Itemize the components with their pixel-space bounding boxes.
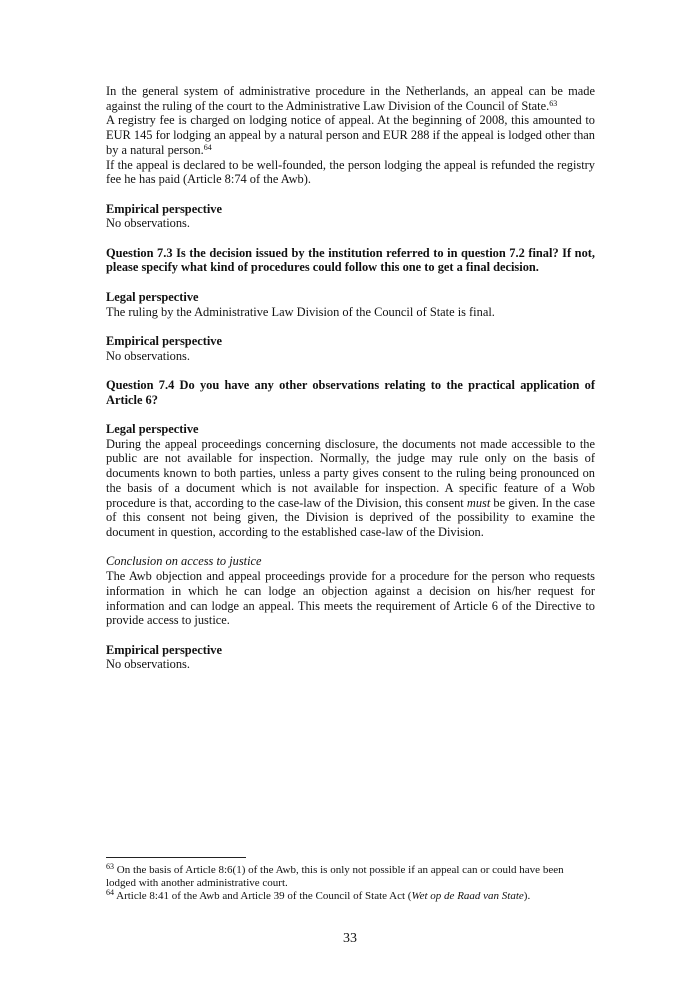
footnote-number-63: 63 <box>106 862 114 871</box>
heading-empirical-perspective-1: Empirical perspective <box>106 201 222 216</box>
paragraph-legal-2: During the appeal proceedings concerning disclosure, the documents not made accessible to the public are not available for inspection. Normally, the judge may rule only on the basis of documents known to both parties, unless a party gives consent to the ruling being pronounced on the basis of a document which is not available for inspection. A specific feature of a Wob procedure is that, according to the case-law of the Division, this consent must be given. In the case of this consent not being given, the Division is deprived of the possibility to examine the document in question, according to the established case-law of the Division. <box>106 436 595 539</box>
heading-legal-perspective-2: Legal perspective <box>106 422 199 437</box>
document-body <box>106 84 595 672</box>
page-number: 33 <box>343 931 357 946</box>
footnote-ref-63[interactable]: 63 <box>549 98 558 108</box>
paragraph-refund: If the appeal is declared to be well-founded, the person lodging the appeal is refunded the registry fee he has paid (Article 8:74 of the Awb). <box>106 157 595 187</box>
paragraph-conclusion: The Awb objection and appeal proceedings provide for a procedure for the person who requests information in which he can lodge an objection against a decision on his/her request for information and can lodge an appeal. This meets the requirement of Article 6 of the Directive to provide access to justice. <box>106 569 595 628</box>
footnote-ref-64[interactable]: 64 <box>203 142 212 152</box>
emphasis-must: must <box>466 495 491 510</box>
paragraph-empirical-1: No observations. <box>106 216 190 231</box>
paragraph-empirical-2: No observations. <box>106 348 190 363</box>
footnote-64-act-title: Wet op de Raad van State <box>411 890 524 902</box>
question-7-3: Question 7.3 Is the decision issued by the institution referred to in question 7.2 final? If not, please specify what kind of procedures could follow this one to get a final decision. <box>106 245 595 275</box>
footnotes <box>106 864 595 903</box>
heading-empirical-perspective-2: Empirical perspective <box>106 333 222 348</box>
footnote-64: $^{64}$ Article 8:41 of the Awb and Article 39 of the Council of State Act (Wet op de Raad van State). <box>106 888 531 902</box>
heading-legal-perspective-1: Legal perspective <box>106 289 199 304</box>
question-7-4: Question 7.4 Do you have any other observations relating to the practical application of Article 6? <box>106 377 595 407</box>
footnote-divider <box>106 857 246 858</box>
heading-conclusion: Conclusion on access to justice <box>106 554 262 569</box>
paragraph-registry-fee: A registry fee is charged on lodging notice of appeal. At the beginning of 2008, this amounted to EUR 145 for lodging an appeal by a natural person and EUR 288 if the appeal is lodged other than by a natural person.$^{64}$ <box>106 113 595 157</box>
heading-empirical-perspective-3: Empirical perspective <box>106 642 222 657</box>
footnote-63: $^{63}$ On the basis of Article 8:6(1) of the Awb, this is only not possible if an appeal can or could have been lodged with another administrative court. <box>106 862 564 889</box>
footnote-number-64: 64 <box>106 888 114 897</box>
paragraph-empirical-3: No observations. <box>106 657 190 672</box>
paragraph-legal-1: The ruling by the Administrative Law Division of the Council of State is final. <box>106 304 495 319</box>
paragraph-appeal: In the general system of administrative procedure in the Netherlands, an appeal can be made against the ruling of the court to the Administrative Law Division of the Council of State.$^{63}$ <box>106 84 595 113</box>
